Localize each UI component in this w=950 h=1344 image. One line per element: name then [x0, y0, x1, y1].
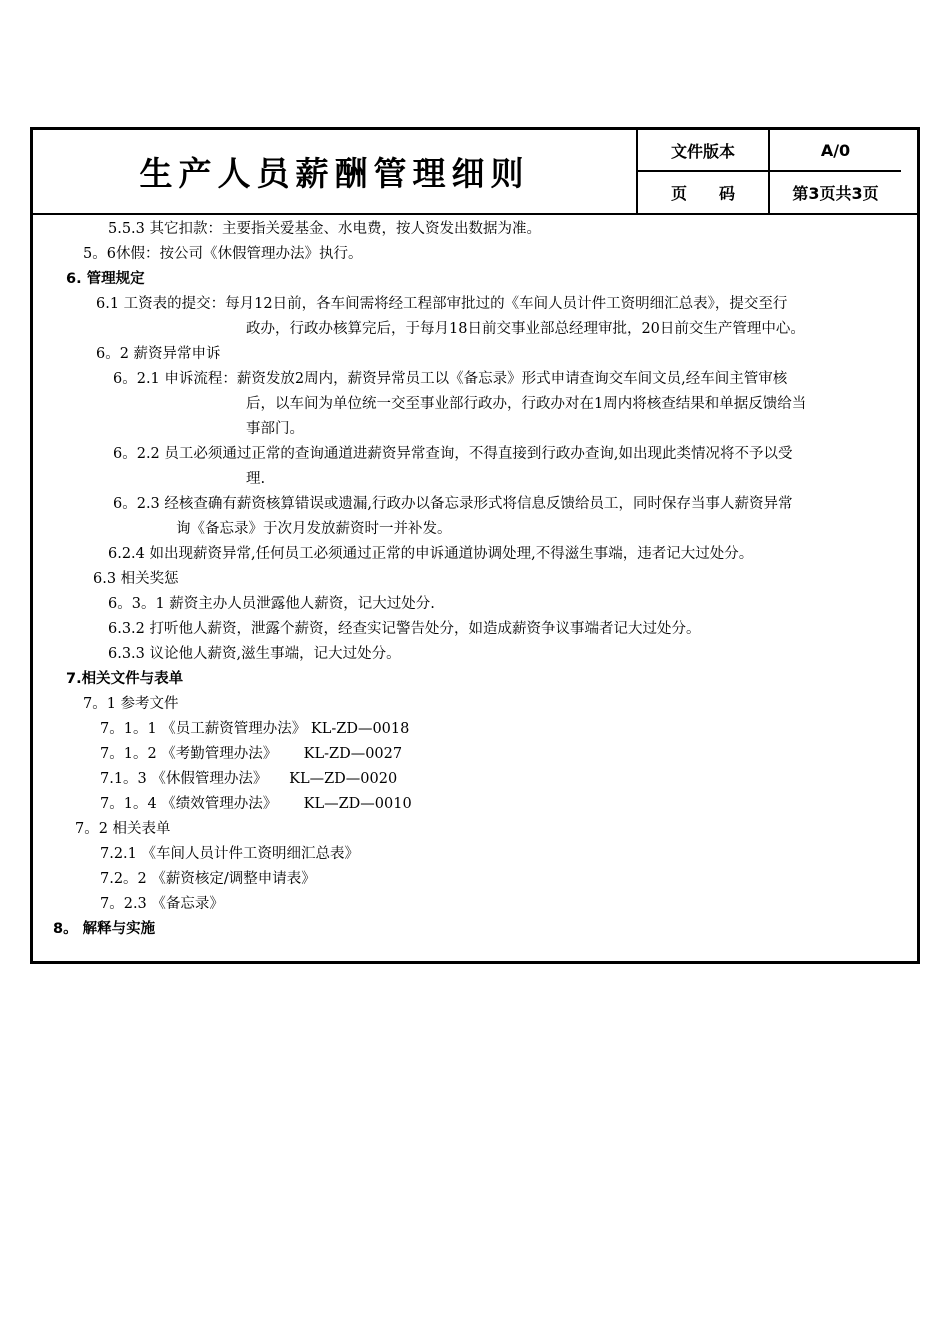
- document-header: [33, 130, 917, 215]
- section-8-heading: 8。 解释与实施: [53, 921, 156, 937]
- version-label: 文件版本: [670, 141, 735, 161]
- clause-6-3-1: 6。3。1 薪资主办人员泄露他人薪资，记大过处分.: [108, 596, 435, 612]
- clause-7-2: 7。2 相关表单: [75, 821, 171, 837]
- clause-7-1-1: 7。1。1 《员工薪资管理办法》 KL-ZD—0018: [100, 721, 410, 737]
- clause-6-2-3-cont: 询《备忘录》于次月发放薪资时一并补发。: [176, 521, 452, 537]
- clause-6-2-2-cont: 理.: [246, 471, 266, 487]
- clause-6-1: 6.1 工资表的提交：每月12日前，各车间需将经工程部审批过的《车间人员计件工资明细汇总表》，提交至行: [96, 296, 788, 312]
- clause-6-2-2: 6。2.2 员工必须通过正常的查询通道进薪资异常查询，不得直接到行政办查询,如出现此类情况将不予以受: [113, 446, 793, 462]
- clause-6-2-1: 6。2.1 申诉流程：薪资发放2周内，薪资异常员工以《备忘录》形式申请查询交车间文员,经车间主管审核: [113, 371, 788, 387]
- clause-7-2-2: 7.2。2 《薪资核定/调整申请表》: [100, 871, 316, 887]
- document-title: 生产人员薪酬管理细则: [139, 154, 530, 193]
- clause-6-2-1-cont: 后，以车间为单位统一交至事业部行政办，行政办对在1周内将核查结果和单据反馈给当: [246, 396, 807, 412]
- section-6-heading: 6. 管理规定: [66, 271, 145, 287]
- clause-7-1-2: 7。1。2 《考勤管理办法》 KL-ZD—0027: [100, 746, 403, 762]
- section-7-heading: 7.相关文件与表单: [66, 671, 184, 687]
- page-value: 第3页共3页: [792, 184, 879, 203]
- page-label: 页 码: [670, 184, 735, 203]
- clause-6-3: 6.3 相关奖惩: [93, 571, 179, 587]
- document-frame: [30, 127, 920, 964]
- clause-6-2-3: 6。2.3 经核查确有薪资核算错误或遗漏,行政办以备忘录形式将信息反馈给员工，同时保存当事人薪资异常: [113, 496, 793, 512]
- clause-7-2-3: 7。2.3 《备忘录》: [100, 896, 224, 912]
- clause-6-2-1-cont2: 事部门。: [246, 421, 304, 437]
- clause-6-3-3: 6.3.3 议论他人薪资,滋生事端，记大过处分。: [108, 646, 401, 662]
- clause-5-5-3: 5.5.3 其它扣款：主要指关爱基金、水电费，按人资发出数据为准。: [108, 221, 542, 237]
- clause-7-1-3: 7.1。3 《休假管理办法》 KL—ZD—0020: [100, 771, 398, 787]
- version-value: A/0: [820, 140, 851, 160]
- clause-6-3-2: 6.3.2 打听他人薪资，泄露个薪资，经查实记警告处分，如造成薪资争议事端者记大过处分。: [108, 621, 701, 637]
- clause-6-2: 6。2 薪资异常申诉: [96, 346, 221, 362]
- clause-7-2-1: 7.2.1 《车间人员计件工资明细汇总表》: [100, 846, 360, 862]
- clause-6-2-4: 6.2.4 如出现薪资异常,任何员工必须通过正常的申诉通道协调处理,不得滋生事端，违者记大过处分。: [108, 546, 754, 562]
- clause-5-6: 5。6休假：按公司《休假管理办法》执行。: [83, 246, 363, 262]
- document-meta-table: [636, 130, 901, 213]
- clause-7-1: 7。1 参考文件: [83, 696, 179, 712]
- clause-6-1-cont: 政办，行政办核算完后，于每月18日前交事业部总经理审批，20日前交生产管理中心。: [246, 321, 805, 337]
- clause-7-1-4: 7。1。4 《绩效管理办法》 KL—ZD—0010: [100, 796, 412, 812]
